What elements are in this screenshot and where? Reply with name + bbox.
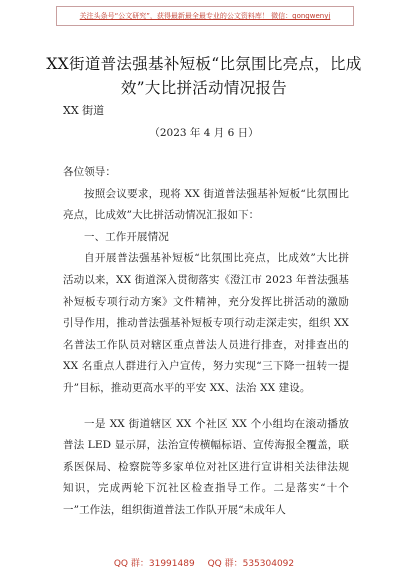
page-footer	[0, 556, 408, 569]
document-org: XX 街道	[63, 104, 105, 117]
section-heading: 一、工作开展情况	[84, 230, 169, 243]
document-body	[63, 162, 349, 522]
qq-group-1: QQ 群：31991489	[113, 559, 195, 569]
document-title: XX街道普法强基补短板“比氛围比亮点，比成效”大比拼活动情况报告	[46, 55, 362, 97]
promo-banner[interactable]	[56, 6, 354, 26]
paragraph: 自开展普法强基补短板“比氛围比亮点，比成效”大比拼活动以来，XX 街道深入贯彻落实《澄江市 2023 年普法强基补短板专项行动方案》文件精神，充分发挥比拼活动的激励引导作用，推动普法强基补短板专项行动走深走实，组织 XX 名普法工作队员对辖区重点普法人员进行排查，对排查出的 XX 名重点人群进行入户宣传，努力实现“三下降一扭转一提升”目标，推动更高水平的平安 XX、法治 XX 建设。	[63, 252, 349, 394]
paragraph: 按照会议要求，现将 XX 街道普法强基补短板“比氛围比亮点，比成效”大比拼活动情况汇报如下：	[63, 187, 349, 222]
document-date: （2023 年 4 月 6 日）	[149, 127, 259, 139]
salutation: 各位领导：	[63, 166, 116, 178]
qq-group-2: QQ 群：535304092	[207, 559, 295, 569]
paragraph: 一是 XX 街道辖区 XX 个社区 XX 个小组均在滚动播放普法 LED 显示屏，法治宣传横幅标语、宣传海报全覆盖，联系医保局、检察院等多家单位对社区进行宣讲相关法律法规知识，完成两轮下沉社区检查指导工作。二是落实“十个一”工作法，组织街道普法工作队开展“未成年人	[63, 417, 349, 516]
promo-banner-link[interactable]: 关注头条号“公文研究”，获得最新最全最专业的公文资料库！ 微信：gongwenyj	[79, 12, 331, 20]
